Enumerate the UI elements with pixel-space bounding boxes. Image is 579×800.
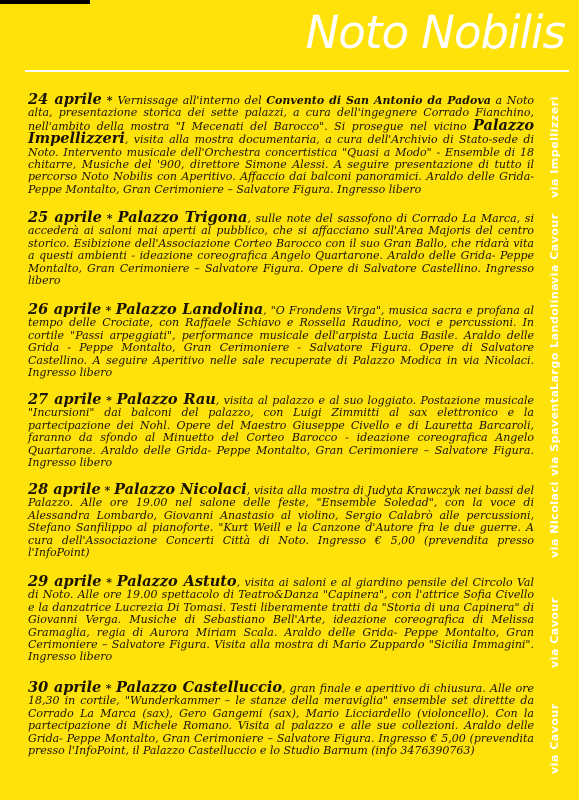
event-venue: Palazzo Astuto <box>116 573 237 590</box>
event-date: 26 aprile <box>28 301 102 318</box>
event-separator: * <box>101 304 116 317</box>
event-text: , visita al palazzo e al suo loggiato. Postazione musicale "Incursioni" dai balconi del palazzo, con Luigi Zimmitti al sax elettronico e la partecipazione dei Nohl. Opere del Maestro Giuseppe Civello e di Lauretta Barcaroli, faranno da sfondo al Minuetto del Corteo Barocco - ideazione coreografica Angelo Quartarone. Araldo delle Grida- Peppe Montalto, Gran Cerimoniere – Salvatore Figura. Ingresso libero <box>28 394 534 470</box>
event-entry-30-aprile <box>28 679 535 758</box>
event-date: 30 aprile <box>28 679 102 696</box>
side-label-text: Largo Landolina <box>548 282 561 390</box>
event-separator: * <box>101 94 118 107</box>
event-separator: * <box>100 484 115 497</box>
title-divider <box>25 70 569 72</box>
side-label-text: via Cavour <box>548 597 561 668</box>
side-label-text: via Impellizzeri <box>548 96 561 198</box>
event-text: , "O Frondens Virga", musica sacra e profana al tempo delle Crociate, con Raffaele Schiavo e Rossella Raudino, voci e percussioni. In cortile "Passi arpeggiati", performance musicale dell'arpista Lucia Basile. Araldo delle Grida - Peppe Montalto, Gran Cerimoniere - Salvatore Figura. Opere di Salvatore Castellino. A seguire Aperitivo nelle sale recuperate di Palazzo Modica in via Nicolaci. Ingresso libero <box>28 304 534 380</box>
event-date: 24 aprile <box>28 91 102 108</box>
event-venue: Palazzo Trigona <box>117 209 248 226</box>
event-venue: Palazzo Castelluccio <box>115 679 283 696</box>
event-venue: Palazzo Landolina <box>115 301 264 318</box>
event-entry-27-aprile <box>28 391 534 470</box>
event-text: a Noto alta, presentazione storica dei sette palazzi, a cura dell'ingegnere Corrado Fianchino, nell'ambito della mostra "I Mecenati del Barocco". Si prosegue nel vicino <box>28 94 534 133</box>
side-label-text: via Cavour <box>548 213 561 284</box>
page-title: Noto Nobilis <box>305 6 565 59</box>
event-text: , visita alla mostra di Judyta Krawczyk nei bassi del Palazzo. Alle ore 19.00 nel salone delle feste, "Ensemble Soledad", con la voce di Alessandra Lombardo, Giovanni Anastasio al violino, Sergio Calabrò alle percussioni, Stefano Sanfilippo al pianoforte. "Kurt Weill e la Canzone d'Autore fra le due guerre. A cura dell'Associazione Concerti Città di Noto. Ingresso € 5,00 (prevendita presso l'InfoPoint) <box>28 484 534 560</box>
event-venue: Palazzo Rau <box>116 391 216 408</box>
event-separator: * <box>101 212 118 225</box>
top-black-bar <box>0 0 90 4</box>
side-label-text: via Spaventa <box>548 389 561 476</box>
event-entry-29-aprile <box>28 573 534 664</box>
event-entry-24-aprile <box>28 91 534 196</box>
event-entry-28-aprile <box>28 481 534 560</box>
event-date: 27 aprile <box>28 391 102 408</box>
side-label-text: via Cavour <box>548 703 561 774</box>
event-venue: Convento di San Antonio da Padova <box>266 94 491 107</box>
event-separator: * <box>101 394 117 407</box>
event-separator: * <box>101 576 117 589</box>
event-intro: Vernissage all'interno del <box>117 94 267 107</box>
event-entry-25-aprile <box>28 209 534 288</box>
event-entry-26-aprile <box>28 301 534 380</box>
event-venue-secondary: Palazzo Impellizzeri <box>28 116 534 148</box>
event-venue: Palazzo Nicolaci <box>114 481 247 498</box>
event-date: 25 aprile <box>28 209 102 226</box>
event-text: , gran finale e aperitivo di chiusura. Alle ore 18,30 in cortile, "Wunderkammer – le stanze della meraviglia" ensemble set direttte da Corrado La Marca (sax), Gero Gangemi (sax), Mario Licciardello (violoncello). Con la partecipazione di Michele Romano. Visita al palazzo e alle sue collezioni. Araldo delle Grida- Peppe Montalto, Gran Cerimoniere – Salvatore Figura. Ingresso € 5,00 (prevendita presso l'InfoPoint, il Palazzo Castelluccio e lo Studio Barnum (info 3476390763) <box>28 682 535 758</box>
event-text: , visita ai saloni e al giardino pensile del Circolo Val di Noto. Alle ore 19.00 spettacolo di Teatro&Danza "Capinera", con l'attrice Sofia Civello e la danzatrice Lucrezia Di Tomasi. Testi liberamente tratti da "Storia di una Capinera" di Giovanni Verga. Musiche di Sebastiano Bell'Arte, ideazione coreografica di Melissa Gramaglia, regia di Aurora Miriam Scala. Araldo delle Grida- Peppe Montalto, Gran Cerimoniere – Salvatore Figura. Visita alla mostra di Mario Zuppardo "Sicilia Immagini". Ingresso libero <box>28 576 534 664</box>
event-date: 28 aprile <box>28 481 101 498</box>
event-text: , sulle note del sassofono di Corrado La Marca, si accederà ai saloni mai aperti al pubblico, che si affacciano sull'Area Majoris del centro storico. Esibizione dell'Associazione Corteo Barocco con il suo Gran Ballo, che ridarà vita a questi ambienti - ideazione coreografica Angelo Quartarone. Araldo delle Grida- Peppe Montalto, Gran Cerimoniere – Salvatore Figura. Opere di Salvatore Castellino. Ingresso libero <box>28 212 534 288</box>
event-date: 29 aprile <box>28 573 102 590</box>
event-text-continued: , visita alla mostra documentaria, a cura dell'Archivio di Stato-sede di Noto. Intervento musicale dell'Orchestra concertistica "Quasi a Modo" - Ensemble di 18 chitarre, Musiche del '900, direttore Simone Alessi. A seguire presentazione di tutto il percorso Noto Nobilis con Aperitivo. Affaccio dai balconi panoramici. Araldo delle Grida- Peppe Montalto, Gran Cerimoniere – Salvatore Figura. Ingresso libero <box>28 133 534 196</box>
event-separator: * <box>101 682 116 695</box>
side-label-text: via Nicolaci <box>548 481 561 558</box>
